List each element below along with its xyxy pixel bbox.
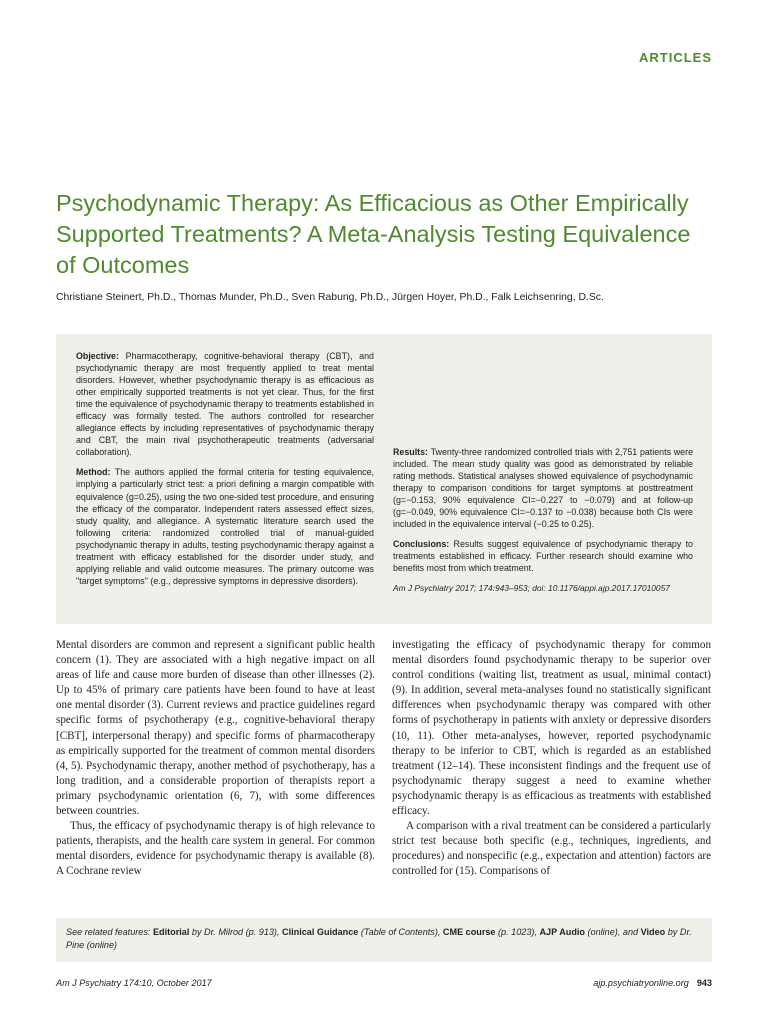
conclusions-text: Results suggest equivalence of psychodynamic therapy to treatments established in efficacy. Further research should examine who benefits most from which treatment. xyxy=(393,539,693,574)
footer-right xyxy=(593,978,712,988)
section-label: ARTICLES xyxy=(639,50,712,65)
body-paragraph: investigating the efficacy of psychodynamic therapy for common mental disorders found psychodynamic therapy to be superior over control conditions (waiting list, treatment as usual, minimal contact) (9). In addition, several meta-analyses found no statistically significant differences when psychodynamic therapy was compared with other forms of psychotherapy in patients with anxiety or depressive disorders (10, 11). Other meta-analyses, however, reported psychodynamic therapy to be inferior to CBT, which is regarded as an established treatment (12–14). These inconsistent findings and the frequent use of psychodynamic therapy suggest a need to examine whether psychodynamic therapy is as efficacious as treatments with established efficacy. xyxy=(392,639,711,818)
method-text: The authors applied the formal criteria for testing equivalence, implying a particularly strict test: a priori defining a margin compatible with equivalence (g=0.25), using the two one-sided test procedure, and ensuring the efficacy of the comparator. Independent raters assessed effect sizes, study quality, and allegiance. A systematic literature search used the following criteria: randomized controlled trial of manual-guided psychodynamic therapy in adults, testing psychodynamic therapy against a treatment with efficacy established for the disorder under study, and applying reliable and valid outcome measures. The primary outcome was "target symptoms" (e.g., depressive symptoms in depressive disorders). xyxy=(76,467,374,586)
author-list: Christiane Steinert, Ph.D., Thomas Munder, Ph.D., Sven Rabung, Ph.D., Jürgen Hoyer, Ph.D., Falk Leichsenring, D.Sc. xyxy=(56,292,604,303)
related-link-ajp-audio[interactable]: AJP Audio xyxy=(539,927,585,937)
body-column-left xyxy=(56,638,375,880)
body-column-right xyxy=(392,638,711,880)
objective-label: Objective: xyxy=(76,351,119,361)
method-label: Method: xyxy=(76,467,111,478)
article-title: Psychodynamic Therapy: As Efficacious as Other Empirically Supported Treatments? A Meta-Analysis Testing Equivalence of Outcomes xyxy=(56,190,691,278)
related-link-editorial[interactable]: Editorial xyxy=(152,927,190,937)
related-intro: See related features: xyxy=(66,927,151,937)
related-audio-ref: (online), xyxy=(587,927,621,937)
page-number: 943 xyxy=(696,978,712,988)
abstract-results xyxy=(393,446,693,530)
abstract-objective xyxy=(76,350,374,458)
abstract-method xyxy=(76,466,374,586)
footer-site-link[interactable]: ajp.psychiatryonline.org xyxy=(593,978,689,988)
abstract-column-left xyxy=(76,350,374,595)
related-and: and xyxy=(622,927,639,937)
abstract-conclusions xyxy=(393,538,693,574)
footer-journal: Am J Psychiatry 174:10, October 2017 xyxy=(56,978,212,988)
results-label: Results: xyxy=(393,447,429,457)
abstract-box xyxy=(56,334,712,624)
related-video-by: by Dr. Pine (online) xyxy=(66,927,692,950)
related-cme-ref: (p. 1023), xyxy=(498,927,537,937)
related-editorial-by: by Dr. Milrod (p. 913), xyxy=(191,927,280,937)
body-paragraph: A comparison with a rival treatment can be considered a particularly strict test because both specific (e.g., techniques, ingredients, and procedures) and nonspecific (e.g., expectation and attention) factors are controlled for (15). Comparisons of xyxy=(392,820,711,878)
body-paragraph: Mental disorders are common and represent a significant public health concern (1). They are associated with a high negative impact on all areas of life and cause more burden of disease than other illnesses (2). Up to 45% of primary care patients have been found to have at least one mental disorder (3). Current reviews and practice guidelines regard specific forms of psychotherapy (e.g., cognitive-behavioral therapy [CBT], interpersonal therapy) and specific forms of pharmacotherapy as empirically supported for the treatment of common mental disorders (4, 5). Psychodynamic therapy, another method of psychotherapy, has a long tradition, and a considerable proportion of therapists report a primary psychodynamic orientation (6, 7), with some differences between countries. xyxy=(56,639,375,818)
related-clinical-ref: (Table of Contents), xyxy=(360,927,441,937)
body-paragraph: Thus, the efficacy of psychodynamic therapy is of high relevance to patients, therapists, and the health care system in general. For common mental disorders, evidence for psychodynamic therapy is available (8). A Cochrane review xyxy=(56,820,375,878)
related-features-box xyxy=(56,918,712,962)
conclusions-label: Conclusions: xyxy=(393,539,450,550)
objective-text: Pharmacotherapy, cognitive-behavioral therapy (CBT), and psychodynamic therapy are most frequently applied to treat mental disorders. However, whether psychodynamic therapy is as efficacious as other empirically supported treatments is not yet clear. Thus, for the first time the equivalence of psychodynamic therapy to treatments established in efficacy was formally tested. The authors controlled for researcher allegiance effects by including representatives of psychodynamic therapy and CBT, the main rival psychotherapeutic treatments (adversarial collaboration). xyxy=(76,351,374,458)
related-link-clinical-guidance[interactable]: Clinical Guidance xyxy=(282,927,359,937)
results-text: Twenty-three randomized controlled trials with 2,751 patients were included. The mean study quality was good as demonstrated by reliable rating methods. Statistical analyses showed equivalence of psychodynamic therapy to comparison conditions for target symptoms at posttreatment (g=−0.153, 90% equivalence CI=−0.227 to −0.079) and at follow-up (g=−0.049, 90% equivalence CI=−0.137 to −0.038) because both CIs were included in the equivalence interval (−0.25 to 0.25). xyxy=(393,447,694,530)
related-link-cme-course[interactable]: CME course xyxy=(442,927,496,937)
related-link-video[interactable]: Video xyxy=(640,927,666,937)
abstract-column-right xyxy=(393,350,693,603)
abstract-citation: Am J Psychiatry 2017; 174:943–953; doi: 10.1176/appi.ajp.2017.17010057 xyxy=(393,583,670,594)
